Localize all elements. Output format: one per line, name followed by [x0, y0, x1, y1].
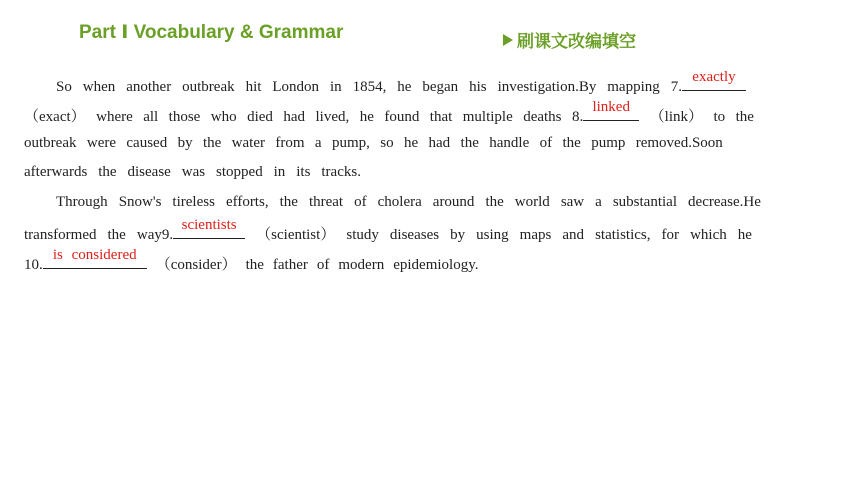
passage-word: the: [485, 194, 504, 210]
passage-word: hit: [245, 79, 262, 95]
passage-word: in: [273, 164, 286, 180]
answer-9: scientists: [181, 217, 237, 233]
passage-word: world: [514, 194, 550, 210]
passage-word: Snow's: [118, 194, 162, 210]
passage-word: multiple: [462, 109, 513, 125]
passage-word: 8.: [571, 109, 584, 125]
passage-word: he: [397, 79, 412, 95]
passage-word: father: [272, 257, 308, 273]
passage-word: another: [126, 79, 172, 95]
passage-word: study: [346, 227, 379, 243]
passage-word: died: [247, 109, 273, 125]
passage-word: around: [432, 194, 475, 210]
hint-7: （exact）: [24, 109, 86, 125]
passage-line-1: [24, 69, 746, 95]
page-title: Part Ⅰ Vocabulary & Grammar: [79, 22, 344, 43]
passage-word: began: [422, 79, 459, 95]
passage-word: by: [450, 227, 466, 243]
passage-word: water: [231, 135, 265, 151]
passage-word: when: [82, 79, 116, 95]
hint-8: （link）: [649, 109, 704, 125]
passage-word: disease: [127, 164, 171, 180]
section-label-text: 刷课文改编填空: [517, 32, 636, 52]
passage-word: caused: [126, 135, 168, 151]
passage-word: the: [279, 194, 298, 210]
passage-word: to: [713, 109, 726, 125]
blank-group: [136, 217, 245, 246]
passage-word: efforts,: [225, 194, 269, 210]
passage-word: his: [469, 79, 487, 95]
passage-word: saw: [560, 194, 585, 210]
passage-word: stopped: [216, 164, 263, 180]
passage-word: London: [272, 79, 320, 95]
passage-word: mapping: [607, 79, 660, 95]
passage-word: which: [690, 227, 727, 243]
passage-word: Through: [56, 194, 108, 210]
passage-line-6: [24, 217, 752, 243]
passage-word: he: [737, 227, 752, 243]
passage-word: 1854,: [352, 79, 387, 95]
passage-word: cholera: [377, 194, 422, 210]
passage-word: way9.: [136, 227, 174, 243]
blank-group: [670, 69, 746, 98]
passage-word: threat: [308, 194, 344, 210]
passage-word: found: [384, 109, 420, 125]
passage-word: So: [56, 79, 72, 95]
passage-word: modern: [338, 257, 385, 273]
passage-word: removed.Soon: [635, 135, 723, 151]
passage-word: the: [98, 164, 117, 180]
passage-word: its: [296, 164, 311, 180]
passage-word: 7.: [670, 79, 682, 95]
passage-word: statistics,: [595, 227, 651, 243]
passage-word: all: [143, 109, 159, 125]
passage-word: had: [283, 109, 306, 125]
hint-9: （scientist）: [256, 227, 336, 243]
passage-word: for: [661, 227, 680, 243]
passage-word: investigation.By: [497, 79, 597, 95]
passage-word: tracks.: [321, 164, 361, 180]
passage-word: using: [476, 227, 509, 243]
passage-word: and: [562, 227, 585, 243]
passage-word: epidemiology.: [393, 257, 479, 273]
passage-line-3: [24, 132, 723, 154]
answer-8: linked: [592, 99, 630, 115]
passage-word: lived,: [315, 109, 350, 125]
passage-word: pump,: [331, 135, 370, 151]
passage-line-2: [24, 99, 754, 125]
blank-group: [571, 99, 639, 128]
passage-word: had: [428, 135, 451, 151]
passage-word: those: [168, 109, 201, 125]
passage-word: of: [539, 135, 553, 151]
passage-word: handle: [489, 135, 530, 151]
passage-word: deaths: [523, 109, 562, 125]
passage-word: the: [735, 109, 754, 125]
passage-word: of: [316, 257, 330, 273]
passage-word: in: [329, 79, 342, 95]
blank-7[interactable]: [682, 69, 746, 91]
passage-line-4: [24, 161, 361, 183]
blank-9[interactable]: [173, 217, 245, 239]
passage-word: the: [245, 257, 264, 273]
passage-line-7: [24, 247, 760, 273]
passage-word: from: [275, 135, 305, 151]
passage-word: substantial: [612, 194, 678, 210]
passage-word: the: [460, 135, 479, 151]
passage-word: a: [595, 194, 602, 210]
answer-7: exactly: [692, 69, 736, 85]
hint-10: （consider）: [155, 257, 237, 273]
blank-group: [24, 247, 147, 276]
passage-word: diseases: [389, 227, 440, 243]
section-label: [503, 27, 636, 52]
passage-word: the: [107, 227, 126, 243]
blank-8[interactable]: [583, 99, 639, 121]
play-triangle-icon: [503, 34, 513, 46]
passage-word: transformed: [24, 227, 97, 243]
passage-word: that: [429, 109, 453, 125]
passage-word: pump: [591, 135, 626, 151]
passage-word: was: [181, 164, 206, 180]
passage-word: a: [314, 135, 322, 151]
passage-word: of: [354, 194, 367, 210]
answer-10: is considered: [52, 247, 137, 263]
passage-word: who: [210, 109, 237, 125]
passage-word: by: [177, 135, 193, 151]
passage-word: the: [202, 135, 222, 151]
blank-10[interactable]: [43, 247, 147, 269]
passage-word: were: [86, 135, 117, 151]
passage-word: outbreak: [24, 135, 77, 151]
passage-word: 10.: [24, 257, 43, 273]
passage-word: so: [380, 135, 394, 151]
passage-line-5: [24, 191, 761, 213]
passage-word: outbreak: [182, 79, 235, 95]
passage-word: afterwards: [24, 164, 88, 180]
passage-word: maps: [519, 227, 552, 243]
passage-word: decrease.He: [688, 194, 761, 210]
passage-word: he: [403, 135, 419, 151]
passage-word: he: [359, 109, 374, 125]
passage-word: the: [562, 135, 581, 151]
passage-word: where: [96, 109, 133, 125]
passage-word: tireless: [172, 194, 215, 210]
